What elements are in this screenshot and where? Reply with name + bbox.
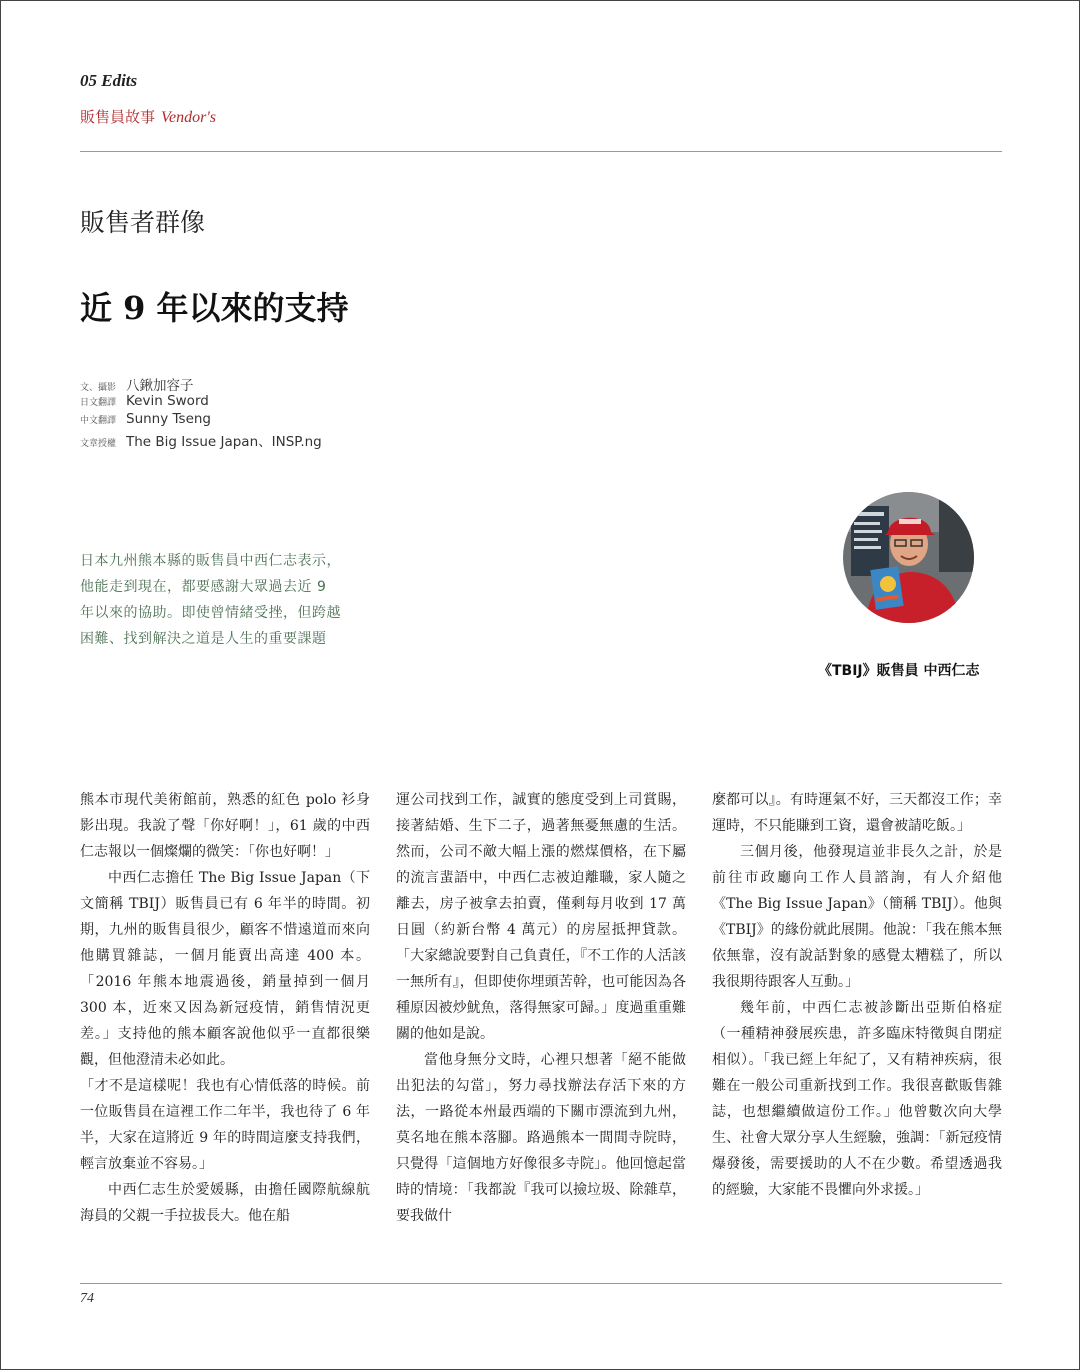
body-column-3 [712,787,1002,1203]
credit-name: Sunny Tseng [126,411,211,427]
credit-name: 八鍬加容子 [126,378,194,394]
body-column-1 [80,787,370,1229]
credit-role: 文章授權 [80,438,117,449]
credit-name: Kevin Sword [126,392,209,409]
paragraph: 中西仁志生於愛媛縣，由擔任國際航線航海員的父親一手拉拔長大。他在船 [80,1182,370,1224]
section-title-en: Vendor's [161,109,216,126]
header-divider [80,151,1002,152]
paragraph: 麼都可以』。有時運氣不好，三天都沒工作；幸運時，不只能賺到工資，還會被請吃飯。」 [712,792,1002,834]
paragraph: 中西仁志擔任 The Big Issue Japan（下文簡稱 TBIJ）販售員已有 6 年半的時間。初期，九州的販售員很少，顧客不惜遠道而來向他購買雜誌，一個月能賣出高達 400 本。「2016 年熊本地震過後，銷量掉到一個月 300 本，近來又因為新冠疫情，銷售情況更差。」支持他的熊本顧客說他似乎一直都很樂觀，但他澄清未必如此。 [80,870,370,1068]
paragraph: 當他身無分文時，心裡只想著「絕不能做出犯法的勾當」，努力尋找辦法存活下來的方法，一路從本州最西端的下關市漂流到九州，莫名地在熊本落腳。路過熊本一間間寺院時，只覺得「這個地方好像很多寺院」。他回憶起當時的情境：「我都說『我可以撿垃圾、除雜草，要我做什 [396,1052,686,1224]
paragraph: 運公司找到工作，誠實的態度受到上司賞賜，接著結婚、生下二子，過著無憂無慮的生活。然而，公司不敵大幅上漲的燃煤價格，在下屬的流言蜚語中，中西仁志被迫離職，家人隨之離去，房子被拿去拍賣，僅剩每月收到 17 萬日圓（約新台幣 4 萬元）的房屋抵押貸款。「大家總說要對自己負責任，『不工作的人活該一無所有』，但即使你埋頭苦幹，也可能因為各種原因被炒魷魚，落得無家可歸。」度過重重難關的他如是說。 [396,792,686,1042]
body-column-2 [396,787,686,1229]
credit-row [80,393,322,412]
credit-role: 文、攝影 [80,383,117,393]
paragraph: 「才不是這樣呢！我也有心情低落的時候。前一位販售員在這裡工作二年半，我也待了 6 年半，大家在這將近 9 年的時間這麼支持我們，輕言放棄並不容易。」 [80,1078,370,1172]
section-number: 05 Edits [80,71,138,90]
vendor-portrait-photo [843,492,974,623]
portrait-illustration [843,492,974,623]
credit-row [80,374,322,393]
paragraph: 三個月後，他發現這並非長久之計，於是前往市政廳向工作人員諮詢，有人介紹他《The Big Issue Japan》（簡稱 TBIJ）。他與《TBIJ》的緣份就此展開。他說：「我在熊本無依無靠，沒有說話對象的感覺太糟糕了，所以我很期待跟客人互動。」 [712,844,1002,990]
credit-row [80,430,322,449]
section-title-zh: 販售員故事 [80,108,156,126]
paragraph: 幾年前，中西仁志被診斷出亞斯伯格症（一種精神發展疾患，許多臨床特徵與自閉症相似）。「我已經上年紀了，又有精神疾病，很難在一般公司重新找到工作。我很喜歡販售雜誌，也想繼續做這份工作。」他曾數次向大學生、社會大眾分享人生經驗，強調：「新冠疫情爆發後，需要援助的人不在少數。希望透過我的經驗，大家能不畏懼向外求援。」 [712,1000,1002,1198]
credit-role: 日文翻譯 [80,397,117,408]
credit-role: 中文翻譯 [80,416,117,426]
page-number: 74 [80,1291,94,1306]
section-title [80,106,216,127]
article-kicker: 販售者群像 [80,208,206,237]
credit-name: The Big Issue Japan、INSP.ng [126,433,322,450]
paragraph: 熊本市現代美術館前，熟悉的紅色 polo 衫身影出現。我說了聲「你好啊！」，61 歲的中西仁志報以一個燦爛的微笑：「你也好啊！」 [80,792,370,860]
credit-row [80,411,322,430]
photo-caption: 《TBIJ》販售員 中西仁志 [818,663,980,679]
footer-divider [80,1283,1002,1284]
credits-block [80,374,322,448]
article-lead: 日本九州熊本縣的販售員中西仁志表示，他能走到現在，都要感謝大眾過去近 9 年以來的協助。即使曾情緒受挫，但跨越困難、找到解決之道是人生的重要課題 [80,553,341,647]
article-headline: 近 9 年以來的支持 [80,289,349,327]
